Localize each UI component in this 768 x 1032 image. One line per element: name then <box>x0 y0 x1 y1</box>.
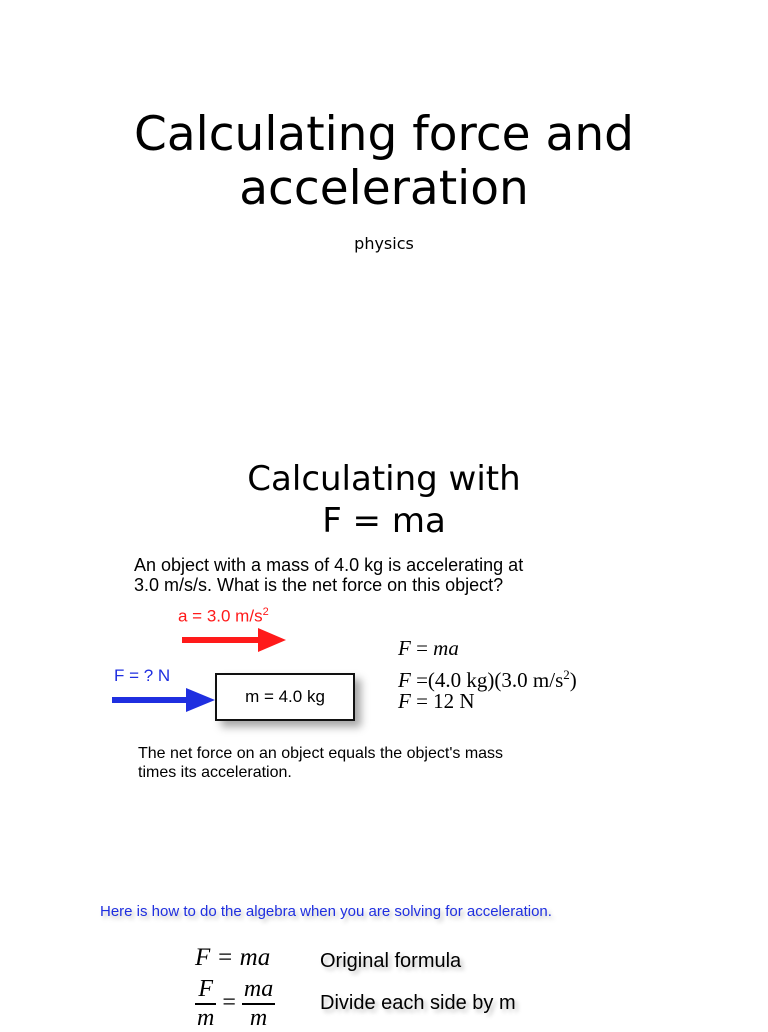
equation-line1: F = ma <box>398 636 459 660</box>
slide-subtitle: physics <box>354 234 414 253</box>
acceleration-label: a = 3.0 $m/s^2$ <box>178 606 269 626</box>
problem-statement <box>134 555 654 595</box>
section-title-line2: F = ma <box>322 501 446 541</box>
equation-line3: F = 12 N <box>398 689 475 713</box>
slide-title-line2: acceleration <box>239 161 529 216</box>
mass-box <box>215 673 355 721</box>
equation-line2: F =(4.0 kg)(3.0 $m/s^2$) <box>398 667 577 692</box>
step2-label: Divide each side by m <box>320 992 516 1014</box>
step2-left-fraction: $\frac{F}{m}$ <box>197 976 215 1031</box>
slide-title-line1: Calculating force and <box>134 107 634 162</box>
step2-formula: $\frac{F}{m}$ = $\frac{ma}{m}$ <box>197 976 274 1031</box>
conclusion-text: The net force on an object equals the object's mass times its acceleration. <box>138 745 504 781</box>
problem-line2: 3.0 m/s/s. What is the net force on this object? <box>134 575 504 595</box>
section-title-line1: Calculating with <box>247 459 521 499</box>
step2-right-fraction: $\frac{ma}{m}$ <box>243 976 274 1031</box>
algebra-intro: Here is how to do the algebra when you are solving for acceleration. <box>100 903 552 920</box>
acceleration-arrow-icon <box>180 625 290 655</box>
step1-label: Original formula <box>320 950 462 972</box>
mass-label: m = 4.0 kg <box>245 687 325 706</box>
section-title <box>0 458 768 542</box>
step1-formula: F = ma <box>195 944 271 971</box>
force-label: F = ? N <box>114 666 171 685</box>
force-arrow-icon <box>110 685 218 715</box>
slide-title <box>0 108 768 216</box>
problem-line1: An object with a mass of 4.0 kg is accelerating at <box>134 555 524 575</box>
